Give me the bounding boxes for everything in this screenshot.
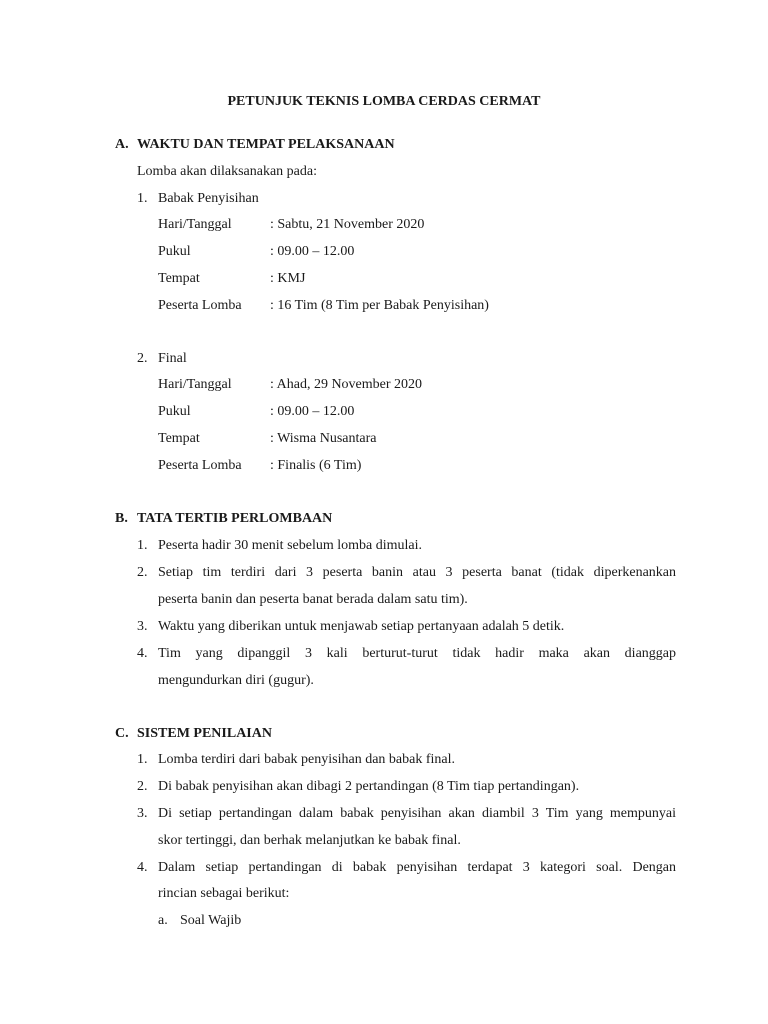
list-number: 2. [137,779,148,794]
list-number: 3. [137,619,148,634]
list-number: 1. [137,752,148,767]
list-number: 2. [137,565,148,580]
section-c-marker: C. [115,726,129,741]
detail-key: Hari/Tanggal [158,377,232,392]
detail-value: : 09.00 – 12.00 [270,244,355,259]
detail-key: Peserta Lomba [158,298,242,313]
detail-key: Peserta Lomba [158,458,242,473]
section-b-heading: TATA TERTIB PERLOMBAAN [137,511,333,526]
detail-key: Tempat [158,431,200,446]
list-item-text: mengundurkan diri (gugur). [158,673,314,688]
detail-key: Pukul [158,244,191,259]
detail-value: : Wisma Nusantara [270,431,377,446]
list-number: 4. [137,860,148,875]
sub-item-marker: a. [158,913,168,928]
list-number: 1. [137,538,148,553]
list-item-text: Setiap tim terdiri dari 3 peserta banin atau 3 peserta banat (tidak diperkenankan [158,565,676,580]
detail-value: : Sabtu, 21 November 2020 [270,217,425,232]
detail-value: : 09.00 – 12.00 [270,404,355,419]
detail-value: : KMJ [270,271,306,286]
list-number: 3. [137,806,148,821]
sub-item-label: Soal Wajib [180,913,242,928]
detail-value: : 16 Tim (8 Tim per Babak Penyisihan) [270,298,489,313]
document-title: PETUNJUK TEKNIS LOMBA CERDAS CERMAT [227,94,541,109]
section-a-heading: WAKTU DAN TEMPAT PELAKSANAAN [137,137,395,152]
detail-key: Pukul [158,404,191,419]
detail-key: Hari/Tanggal [158,217,232,232]
list-item-text: rincian sebagai berikut: [158,886,290,901]
list-item-text: Peserta hadir 30 menit sebelum lomba dimulai. [158,538,422,553]
list-item-text: Di setiap pertandingan dalam babak penyisihan akan diambil 3 Tim yang mempunyai [158,806,676,821]
list-item-text: peserta banin dan peserta banat berada dalam satu tim). [158,592,468,607]
list-item-text: Lomba terdiri dari babak penyisihan dan babak final. [158,752,456,767]
item-label: Final [158,351,187,366]
detail-value: : Finalis (6 Tim) [270,458,362,473]
section-a-intro: Lomba akan dilaksanakan pada: [137,164,317,179]
list-number: 4. [137,646,148,661]
list-item-text: Dalam setiap pertandingan di babak penyisihan terdapat 3 kategori soal. Dengan [158,860,676,875]
section-b-marker: B. [115,511,128,526]
list-number: 2. [137,351,148,366]
list-item-text: Waktu yang diberikan untuk menjawab setiap pertanyaan adalah 5 detik. [158,619,565,634]
section-c-heading: SISTEM PENILAIAN [137,726,272,741]
list-item-text: Di babak penyisihan akan dibagi 2 pertandingan (8 Tim tiap pertandingan). [158,779,580,794]
list-item-text: skor tertinggi, dan berhak melanjutkan ke babak final. [158,833,461,848]
detail-value: : Ahad, 29 November 2020 [270,377,423,392]
section-a-marker: A. [115,137,129,152]
item-label: Babak Penyisihan [158,191,259,206]
list-item-text: Tim yang dipanggil 3 kali berturut-turut tidak hadir maka akan dianggap [158,646,676,661]
list-number: 1. [137,191,148,206]
detail-key: Tempat [158,271,200,286]
